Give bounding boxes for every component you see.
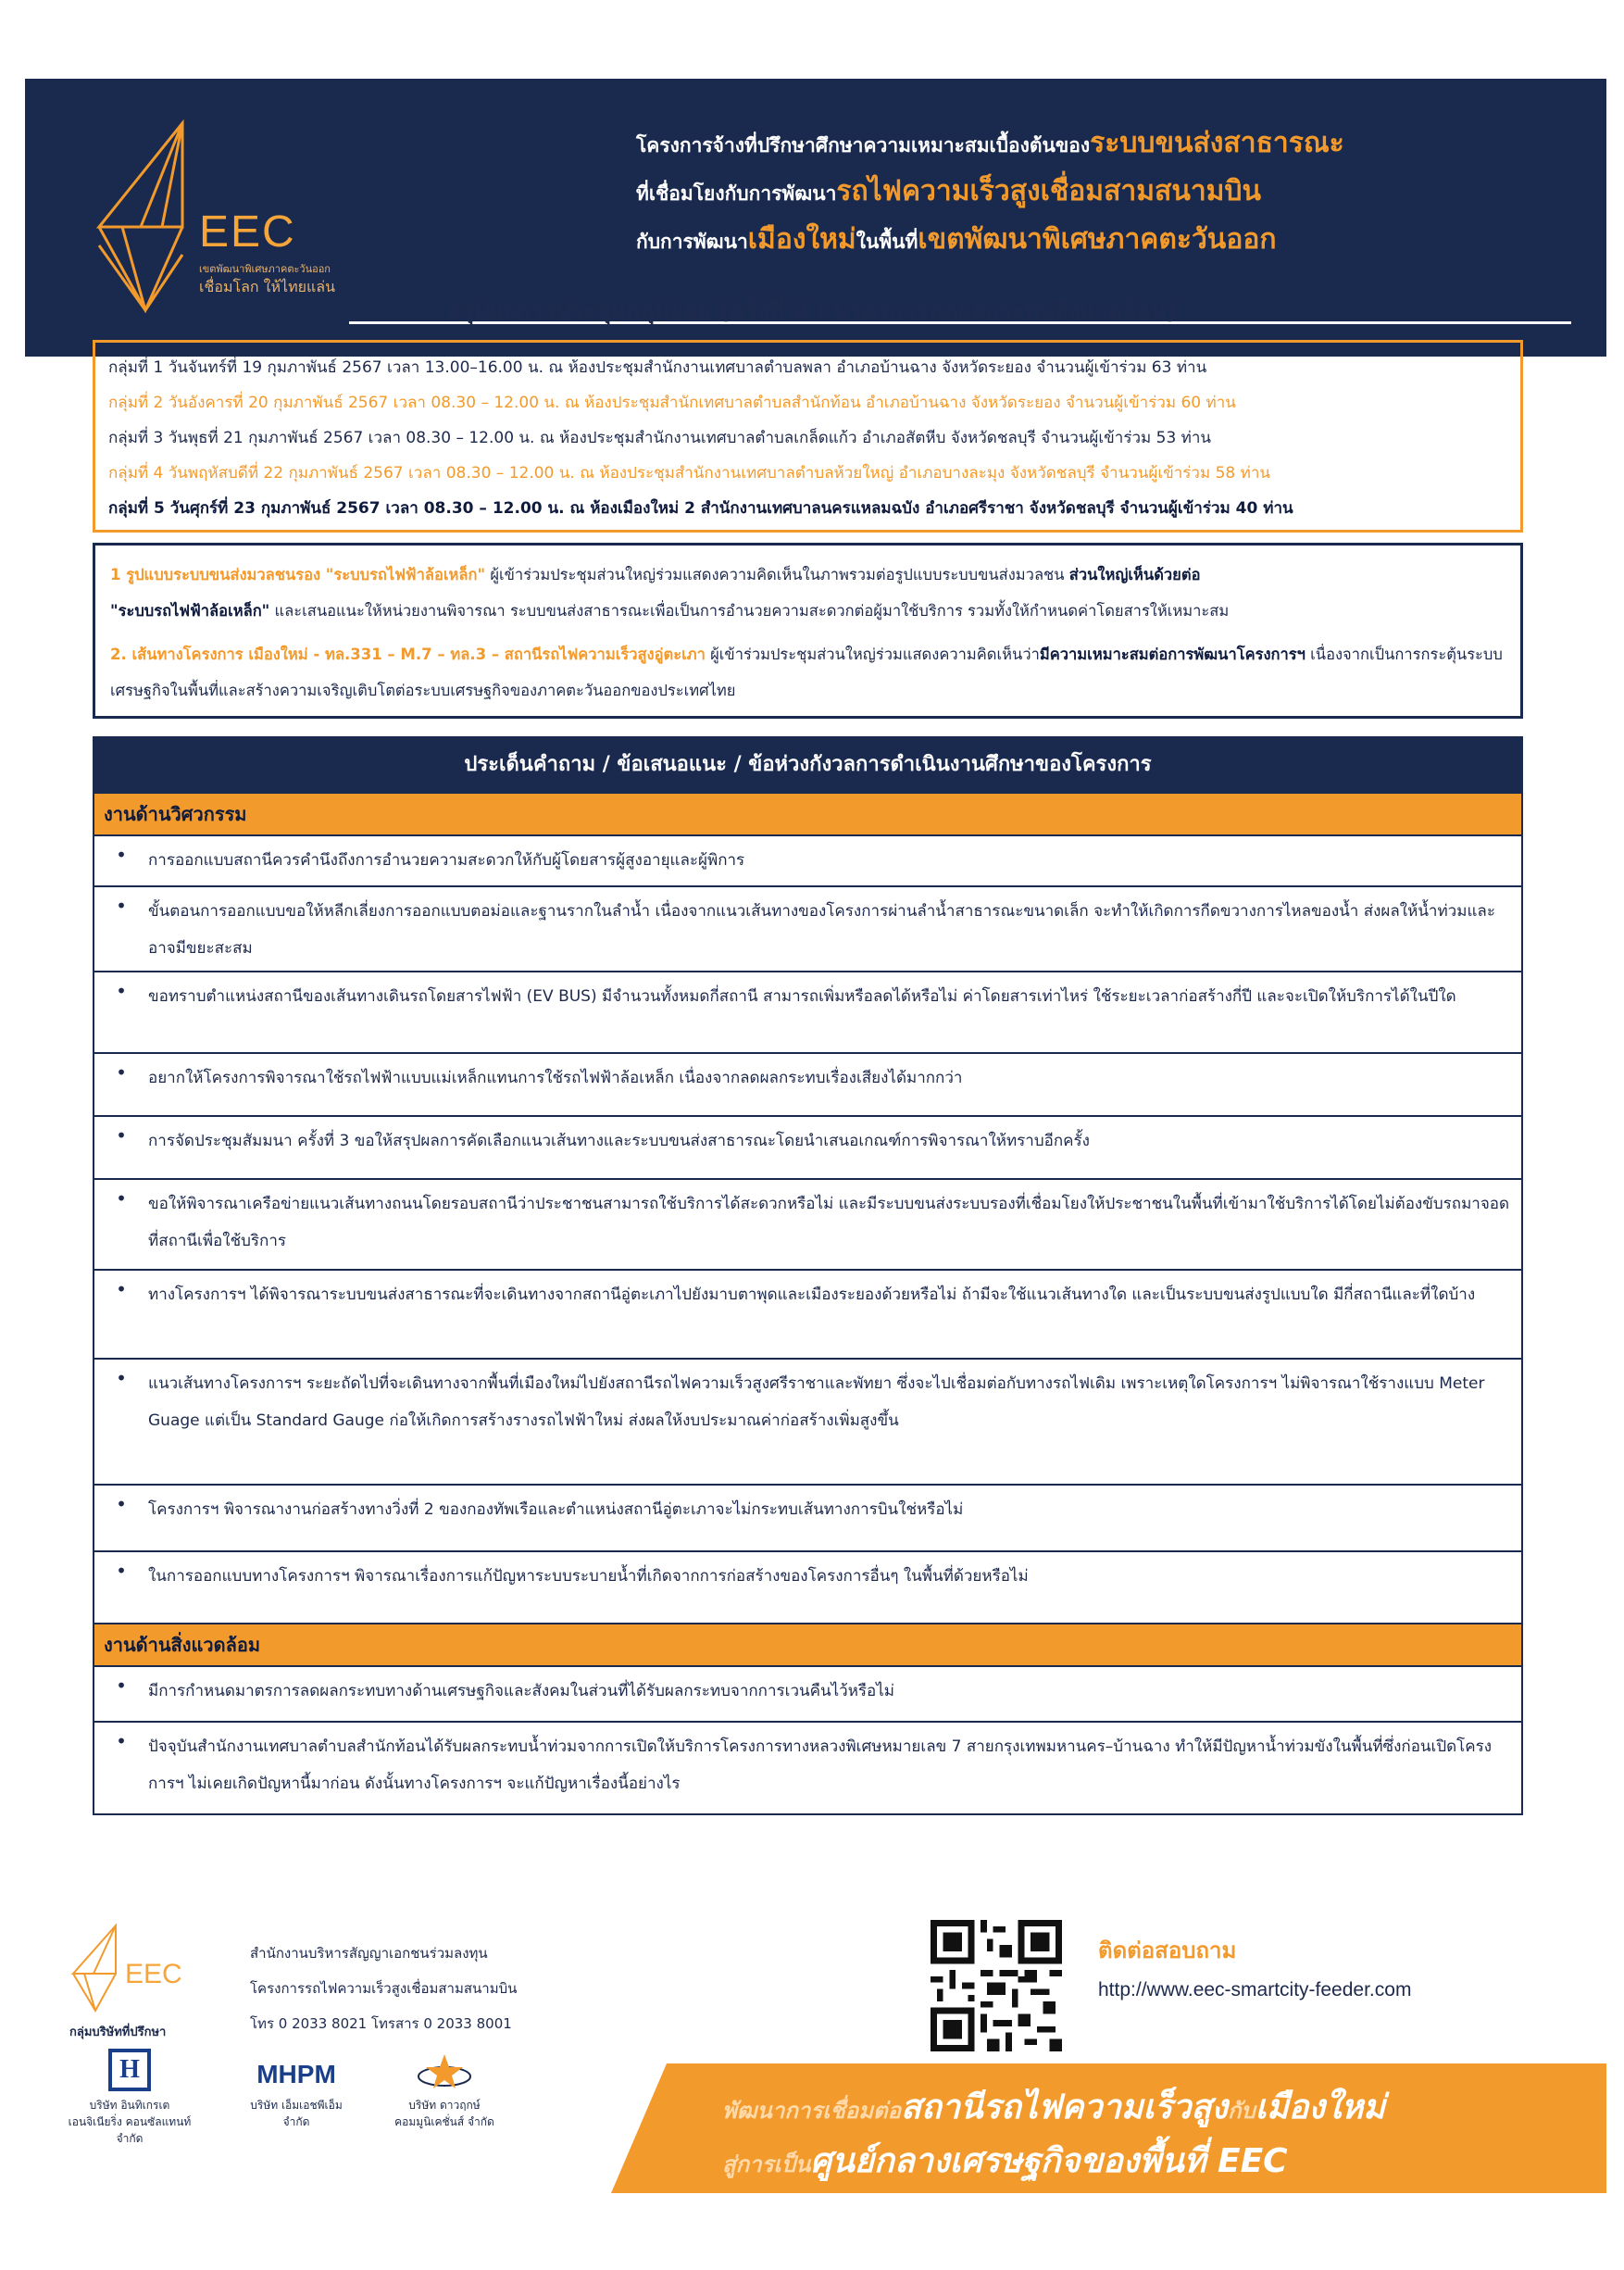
title-text: ที่เชื่อมโยงกับการพัฒนา [636, 182, 837, 205]
footer-slogan-banner [611, 2063, 1606, 2193]
bullet: • [116, 1560, 127, 1582]
consultant-3-name-2: คอมมูนิเคชั่นส์ จำกัด [394, 2115, 494, 2128]
question-text: อยากให้โครงการพิจารณาใช้รถไฟฟ้าแบบแม่เหล็กแทนการใช้รถไฟฟ้าล้อเหล็ก เนื่องจากลดผลกระทบเรื่องเสียงได้มากกว่า [148, 1069, 963, 1087]
opinion-summary [93, 543, 1523, 719]
question-text: มีการกำหนดมาตรการลดผลกระทบทางด้านเศรษฐกิจและสังคมในส่วนที่ได้รับผลกระทบจากการเวนคืนไว้หรือไม่ [148, 1682, 895, 1700]
meeting-list [93, 340, 1523, 533]
opinion-2 [110, 636, 1505, 709]
question-row [93, 1723, 1523, 1815]
qr-code[interactable] [931, 1920, 1062, 2051]
slogan-line-1 [722, 2080, 1385, 2133]
bullet: • [116, 1061, 127, 1084]
opinion-1 [110, 557, 1505, 629]
logo-text: EEC [199, 207, 296, 257]
bullet: • [116, 1278, 127, 1300]
contact-link[interactable]: http://www.eec-smartcity-feeder.com [1098, 1979, 1412, 2000]
meeting-group-2: กลุ่มที่ 2 วันอังคารที่ 20 กุมภาพันธ์ 2567 เวลา 08.30 – 12.00 น. ณ ห้องประชุมสำนักเทศบาลตำบลสำนักท้อน อำเภอบ้านฉาง จังหวัดระยอง จำนวนผู้เข้าร่วม 60 ท่าน [108, 394, 1236, 412]
bullet: • [116, 1674, 127, 1697]
footer-organization [250, 1936, 517, 2041]
meeting-group-4: กลุ่มที่ 4 วันพฤหัสบดีที่ 22 กุมภาพันธ์ 2567 เวลา 08.30 – 12.00 น. ณ ห้องประชุมสำนักงานเทศบาลตำบลห้วยใหญ่ อำเภอบางละมุง จังหวัดชลบุรี จำนวนผู้เข้าร่วม 58 ท่าน [108, 464, 1270, 483]
summary-title: สรุปผลการประชุมกลุ่มย่อย (ครั้งที่ 2 : มาตรการลดผลกระทบสิ่งแวดล้อม) [447, 297, 1177, 324]
consultant-3-logo [380, 2049, 509, 2091]
question-row [93, 1117, 1523, 1180]
question-row [93, 972, 1523, 1054]
logo-slogan: เชื่อมโลก ให้ไทยแล่น [199, 278, 336, 295]
slogan-highlight: ศูนย์กลางเศรษฐกิจของพื้นที่ EEC [810, 2142, 1288, 2180]
bullet: • [116, 980, 127, 1002]
title-line-2 [636, 169, 1580, 217]
question-text: ปัจจุบันสำนักงานเทศบาลตำบลสำนักท้อนได้รับผลกระทบน้ำท่วมจากการเปิดให้บริการโครงการทางหลวงพิเศษหมายเลข 7 สายกรุงเทพมหานคร–บ้านฉาง ทำให้มีปัญหาน้ำท่วมขังในพื้นที่ซึ่งก่อนเปิดโครงการฯ ไม่เคยเกิดปัญหานี้มาก่อน ดังนั้นทางโครงการฯ จะแก้ปัญหาเรื่องนี้อย่างไร [148, 1737, 1493, 1793]
slogan-highlight: เมืองใหม่ [1255, 2088, 1386, 2126]
question-row [93, 887, 1523, 972]
footer-eec-logo [69, 1922, 227, 2033]
meeting-group-3: กลุ่มที่ 3 วันพุธที่ 21 กุมภาพันธ์ 2567 เวลา 08.30 – 12.00 น. ณ ห้องประชุมสำนักงานเทศบาลตำบลเกล็ดแก้ว อำเภอสัตหีบ จังหวัดชลบุรี จำนวนผู้เข้าร่วม 53 ท่าน [108, 429, 1212, 447]
question-row [93, 1486, 1523, 1552]
consultant-group-label: กลุ่มบริษัทที่ปรึกษา [69, 2025, 167, 2039]
section-environment: งานด้านสิ่งแวดล้อม [93, 1624, 1523, 1667]
org-name: สำนักงานบริหารสัญญาเอกชนร่วมลงทุน [250, 1945, 488, 1962]
meeting-group-1: กลุ่มที่ 1 วันจันทร์ที่ 19 กุมภาพันธ์ 2567 เวลา 13.00–16.00 น. ณ ห้องประชุมสำนักงานเทศบาลตำบลพลา อำเภอบ้านฉาง จังหวัดระยอง จำนวนผู้เข้าร่วม 63 ท่าน [108, 358, 1207, 377]
question-row [93, 1360, 1523, 1486]
org-phone: โทร 0 2033 8021 โทรสาร 0 2033 8001 [250, 2015, 512, 2032]
opinion-text: ผู้เข้าร่วมประชุมส่วนใหญ่ร่วมแสดงความคิดเห็นว่า [705, 646, 1040, 663]
title-line-1 [636, 120, 1580, 169]
opinion-heading: 2. เส้นทางโครงการ เมืองใหม่ - ทล.331 – M.7 – ทล.3 – สถานีรถไฟความเร็วสูงอู่ตะเภา [110, 646, 706, 663]
question-text: ขอให้พิจารณาเครือข่ายแนวเส้นทางถนนโดยรอบสถานีว่าประชาชนสามารถใช้บริการได้สะดวกหรือไม่ และมีระบบขนส่งระบบรองที่เชื่อมโยงให้ประชาชนในพื้นที่เข้ามาใช้บริการได้โดยไม่ต้องขับรถมาจอดที่สถานีเพื่อใช้บริการ [148, 1195, 1510, 1250]
consultant-2-logo: MHPM [256, 2060, 336, 2088]
consultant-1-name: บริษัท อินทิเกรเต [89, 2099, 170, 2112]
title-highlight: เขตพัฒนาพิเศษภาคตะวันออก [918, 223, 1277, 256]
question-row [93, 1667, 1523, 1723]
slogan-text: สู่การเป็น [722, 2151, 811, 2177]
logo-subtitle: เขตพัฒนาพิเศษภาคตะวันออก [199, 263, 331, 275]
opinion-heading: 1 รูปแบบระบบขนส่งมวลชนรอง "ระบบรถไฟฟ้าล้อเหล็ก" [110, 566, 486, 583]
opinion-emphasis: "ระบบรถไฟฟ้าล้อเหล็ก" [110, 602, 270, 620]
bullet: • [116, 1730, 127, 1752]
bullet: • [116, 1187, 127, 1210]
contact-title: ติดต่อสอบถาม [1098, 1938, 1237, 1963]
meeting-group-5: กลุ่มที่ 5 วันศุกร์ที่ 23 กุมภาพันธ์ 2567 เวลา 08.30 – 12.00 น. ณ ห้องเมืองใหม่ 2 สำนักงานเทศบาลนครแหลมฉบัง อำเภอศรีราชา จังหวัดชลบุรี จำนวนผู้เข้าร่วม 40 ท่าน [108, 499, 1293, 518]
opinion-emphasis: มีความเหมาะสมต่อการพัฒนาโครงการฯ [1039, 646, 1305, 663]
slogan-highlight: สถานีรถไฟความเร็วสูง [901, 2088, 1228, 2126]
bullet: • [116, 1367, 127, 1389]
questions-table [93, 736, 1523, 1815]
title-text: กับการพัฒนา [636, 231, 748, 253]
question-row [93, 1271, 1523, 1360]
consultant-1 [56, 2049, 204, 2147]
project-title [636, 120, 1580, 265]
question-row [93, 1180, 1523, 1271]
title-line-3 [636, 217, 1580, 265]
question-text: ทางโครงการฯ ได้พิจารณาระบบขนส่งสาธารณะที่จะเดินทางจากสถานีอู่ตะเภาไปยังมาบตาพุดและเมืองระยองด้วยหรือไม่ ถ้ามีจะใช้แนวเส้นทางใด และเป็นระบบขนส่งรูปแบบใด มีกี่สถานีและที่ใดบ้าง [148, 1285, 1476, 1304]
question-row [93, 836, 1523, 887]
consultant-2-name: บริษัท เอ็มเอชพีเอ็ม [250, 2099, 343, 2112]
question-text: การออกแบบสถานีควรคำนึงถึงการอำนวยความสะดวกให้กับผู้โดยสารผู้สูงอายุและผู้พิการ [148, 851, 745, 870]
bullet: • [116, 1493, 127, 1515]
opinion-text: และเสนอแนะให้หน่วยงานพิจารณา ระบบขนส่งสาธารณะเพื่อเป็นการอำนวยความสะดวกต่อผู้มาใช้บริการ รวมทั้งให้กำหนดค่าโดยสารให้เหมาะสม [269, 602, 1230, 620]
question-text: โครงการฯ พิจารณางานก่อสร้างทางวิ่งที่ 2 ของกองทัพเรือและตำแหน่งสถานีอู่ตะเภาจะไม่กระทบเส้นทางการบินใช่หรือไม่ [148, 1500, 964, 1519]
question-row [93, 1054, 1523, 1117]
question-text: แนวเส้นทางโครงการฯ ระยะถัดไปที่จะเดินทางจากพื้นที่เมืองใหม่ไปยังสถานีรถไฟความเร็วสูงศรีราชาและพัทยา ซึ่งจะไปเชื่อมต่อกับทางรถไฟเดิม เพราะเหตุใดโครงการฯ ไม่พิจารณาใช้รางแบบ Meter Guage แต่เป็น Standard Gauge ก่อให้เกิดการสร้างรางรถไฟฟ้าใหม่ ส่งผลให้งบประมาณค่าก่อสร้างเพิ่มสูงขึ้น [148, 1374, 1485, 1430]
title-text: ในพื้นที่ [856, 231, 918, 253]
question-text: ในการออกแบบทางโครงการฯ พิจารณาเรื่องการแก้ปัญหาระบบระบายน้ำที่เกิดจากการก่อสร้างของโครงการอื่นๆ ในพื้นที่ด้วยหรือไม่ [148, 1567, 1029, 1586]
title-highlight: เมืองใหม่ [747, 223, 856, 256]
consultant-2 [236, 2058, 356, 2130]
org-project: โครงการรถไฟความเร็วสูงเชื่อมสามสนามบิน [250, 1980, 518, 1997]
eec-logo [90, 116, 336, 310]
consultant-3 [380, 2049, 509, 2130]
bullet: • [116, 1124, 127, 1147]
section-engineering: งานด้านวิศวกรรม [93, 794, 1523, 836]
title-highlight: รถไฟความเร็วสูงเชื่อมสามสนามบิน [836, 175, 1262, 207]
questions-heading: ประเด็นคำถาม / ข้อเสนอแนะ / ข้อห่วงกังวลการดำเนินงานศึกษาของโครงการ [93, 736, 1523, 794]
bullet: • [116, 844, 127, 866]
question-text: ขั้นตอนการออกแบบขอให้หลีกเลี่ยงการออกแบบตอม่อและฐานรากในลำน้ำ เนื่องจากแนวเส้นทางของโครงการผ่านลำน้ำสาธารณะขนาดเล็ก จะทำให้เกิดการกีดขวางการไหลของน้ำ ส่งผลให้น้ำท่วมและอาจมีขยะสะสม [148, 902, 1495, 958]
opinion-text: เนื่องจากเป็นการกระตุ้นระบบเศรษฐกิจในพื้นที่และสร้างความเจริญเติบโตต่อระบบเศรษฐกิจของภาคตะวันออกของประเทศไทย [110, 646, 1503, 699]
question-text: การจัดประชุมสัมมนา ครั้งที่ 3 ขอให้สรุปผลการคัดเลือกแนวเส้นทางและระบบขนส่งสาธารณะโดยนำเสนอเกณฑ์การพิจารณาให้ทราบอีกครั้ง [148, 1132, 1090, 1150]
opinion-emphasis: ส่วนใหญ่เห็นด้วยต่อ [1068, 566, 1201, 583]
title-text: โครงการจ้างที่ปรึกษาศึกษาความเหมาะสมเบื้องต้นของ [636, 134, 1091, 157]
slogan-text: กับ [1227, 2098, 1255, 2124]
question-text: ขอทราบตำแหน่งสถานีของเส้นทางเดินรถโดยสารไฟฟ้า (EV BUS) มีจำนวนทั้งหมดกี่สถานี สามารถเพิ่มหรือลดได้หรือไม่ ค่าโดยสารเท่าไหร่ ใช้ระยะเวลาก่อสร้างกี่ปี และจะเปิดให้บริการได้ในปีใด [148, 987, 1456, 1006]
consultant-3-name: บริษัท ดาวฤกษ์ [408, 2099, 481, 2112]
slogan-line-2 [722, 2134, 1288, 2187]
consultant-1-name-2: เอนจิเนียริ่ง คอนซัลแทนท์ จำกัด [68, 2115, 192, 2145]
question-row [93, 1552, 1523, 1624]
consultant-2-name-2: จำกัด [282, 2115, 310, 2128]
consultant-1-logo: H [108, 2049, 151, 2091]
bullet: • [116, 895, 127, 917]
slogan-text: พัฒนาการเชื่อมต่อ [722, 2098, 902, 2124]
footer-logo-text: EEC [125, 1959, 182, 1989]
title-highlight: ระบบขนส่งสาธารณะ [1090, 127, 1344, 159]
opinion-text: ผู้เข้าร่วมประชุมส่วนใหญ่ร่วมแสดงความคิดเห็นในภาพรวมต่อรูปแบบระบบขนส่งมวลชน [485, 566, 1069, 583]
